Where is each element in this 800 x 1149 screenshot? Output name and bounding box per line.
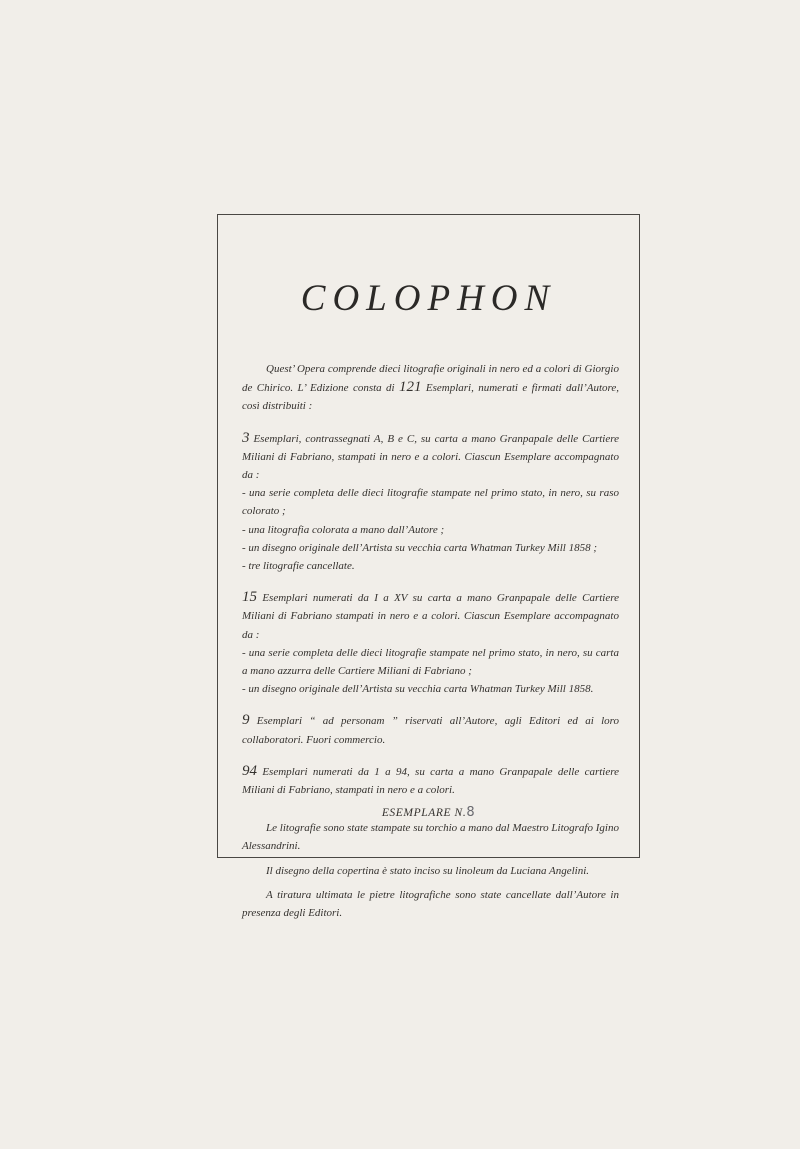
section-1-number: 3	[242, 429, 250, 446]
intro-paragraph	[242, 360, 619, 416]
section-1-item: - tre litografie cancellate.	[242, 560, 355, 573]
intro-before: Quest’ Opera comprende dieci litografie originali in nero ed a colori di Giorgio de Chirico. L’ Edizione consta di	[242, 363, 619, 395]
section-3-number: 9	[242, 712, 250, 729]
section-1-paragraph	[242, 429, 619, 485]
section-1-item: - una litografia colorata a mano dall’Autore ;	[242, 523, 445, 536]
copy-number-line	[218, 805, 639, 820]
copy-label: ESEMPLARE N.	[381, 807, 467, 819]
section-4-text: Esemplari numerati da 1 a 94, su carta a mano Granpapale delle cartiere Miliani di Fabriano, stampati in nero e a colori.	[242, 765, 619, 797]
section-4-paragraph	[242, 762, 619, 799]
colophon-frame	[217, 214, 640, 920]
colophon-body	[242, 360, 619, 922]
note-printing: Le litografie sono state stampate su torchio a mano dal Maestro Litografo Igino Alessandrini.	[242, 822, 619, 853]
section-1-text: Esemplari, contrassegnati A, B e C, su carta a mano Granpapale delle Cartiere Miliani di Fabriano, stampati in nero e a colori. Ciascun Esemplare accompagnato da :	[242, 432, 619, 482]
section-2-paragraph	[242, 588, 619, 644]
copy-number-handwritten: 8	[466, 805, 476, 820]
note-stones: A tiratura ultimata le pietre litografiche sono state cancellate dall’Autore in presenza degli Editori.	[242, 888, 619, 920]
page-title: COLOPHON	[300, 278, 557, 319]
section-2-text: Esemplari numerati da I a XV su carta a mano Granpapale delle Cartiere Miliani di Fabriano stampati in nero e a colori. Ciascun Esemplare accompagnato da :	[242, 592, 619, 641]
note-cover: Il disegno della copertina è stato inciso su linoleum da Luciana Angelini.	[266, 864, 590, 877]
intro-after: Esemplari, numerati e firmati dall’Autore, così distribuiti :	[242, 382, 620, 413]
section-3-paragraph	[242, 711, 619, 748]
section-3-text: Esemplari “ ad personam ” riservati all’Autore, agli Editori ed ai loro collaboratori. Fuori commercio.	[242, 715, 619, 746]
section-2-item: - una serie completa delle dieci litografie stampate nel primo stato, in nero, su carta a mano azzurra delle Cartiere Miliani di Fabriano ;	[242, 646, 619, 678]
section-1-item: - un disegno originale dell’Artista su vecchia carta Whatman Turkey Mill 1858 ;	[242, 541, 598, 554]
section-2-number: 15	[242, 589, 257, 606]
section-4-number: 94	[242, 762, 257, 779]
intro-count: 121	[399, 379, 422, 396]
section-1-item: - una serie completa delle dieci litografie stampate nel primo stato, in nero, su raso colorato ;	[242, 487, 619, 518]
section-2-item: - un disegno originale dell’Artista su vecchia carta Whatman Turkey Mill 1858.	[242, 683, 594, 696]
